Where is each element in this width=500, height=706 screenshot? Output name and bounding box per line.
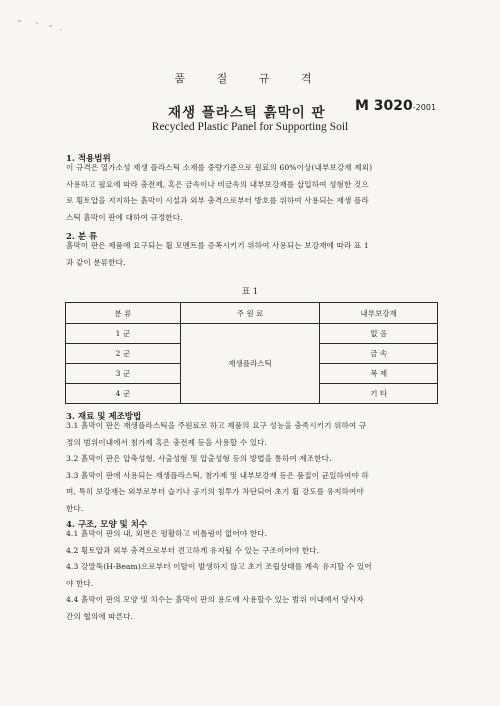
body-line: 간의 협의에 따른다. [66, 611, 134, 621]
body-line: 사용하고 필요에 따라 충전제, 혹은 금속이나 비금속의 내부보강재를 삽입하여 성형한 것으 [66, 179, 369, 189]
section-body [66, 418, 369, 517]
body-line: 이 규격은 열가소성 재생 플라스틱 소재를 중량기준으로 원료의 60%이상(내부보강재 제외) [66, 163, 373, 172]
reinforcement-cell: 복 제 [320, 364, 438, 384]
section-heading: 4. 구조, 모양 및 치수 [66, 520, 148, 530]
section-body [66, 160, 372, 226]
body-line: 정의 범위이내에서 첨가제 혹은 충전제 등을 사용할 수 있다. [66, 437, 268, 447]
standard-code [355, 98, 436, 114]
reinforcement-cell: 없 음 [320, 324, 438, 344]
reinforcement-cell: 기 타 [320, 384, 438, 404]
grade-cell: 1 군 [66, 324, 181, 344]
section-body [66, 526, 372, 625]
body-line: 4.4 흙막이 판의 모양 및 치수는 흙막이 판의 용도에 사용할수 있는 범위 이내에서 당사자 [66, 595, 364, 604]
document-type-label: 품 질 규 격 [174, 72, 326, 85]
body-line: 며, 특히 보강재는 외부로부터 습기나 공기의 침투가 차단되어 초기 휨 강도를 유지하여야 [66, 487, 364, 496]
table-header-row [66, 303, 438, 324]
column-header: 분 류 [66, 303, 181, 324]
body-line: 3.1 흙막이 판은 재생플라스틱을 주원료로 하고 제품의 요구 성능을 충족시키기 위하여 규 [66, 421, 367, 430]
material-cell: 재생플라스틱 [180, 324, 319, 404]
classification-table [65, 302, 438, 404]
grade-cell: 2 군 [66, 344, 181, 364]
english-title: Recycled Plastic Panel for Supporting Soil [151, 121, 349, 133]
table-row [66, 324, 438, 344]
section-heading: 1. 적용범위 [66, 154, 111, 164]
grade-cell: 4 군 [66, 384, 181, 404]
body-line: 4.3 강말뚝(H-Beam)으로부터 이탈이 발생하지 않고 초기 조립상태를 계속 유지할 수 있어 [66, 562, 372, 571]
standard-year: -2001 [412, 103, 437, 112]
section-body [66, 238, 369, 271]
section-heading: 3. 재료 및 제조방법 [66, 412, 142, 422]
body-line: 3.3 흙막이 판에 사용되는 재생플라스틱, 첨가제 및 내부보강재 등은 품질이 균일하여야 하 [66, 470, 369, 480]
body-line: 4.2 횡토압과 외부 충격으로부터 견고하게 유지될 수 있는 구조이어야 한다. [66, 545, 320, 555]
body-line: 흙막이 판은 제품에 요구되는 휨 모멘트를 증폭시키기 위하여 사용되는 보강재에 따라 표 1 [66, 241, 369, 250]
document-title: 재생 플라스틱 흙막이 판 [168, 105, 326, 121]
body-line: 로 횡토압을 지지하는 흙막이 시설과 외부 충격으로부터 방호를 위하여 사용되는 재생 플라 [66, 196, 369, 205]
column-header: 내부보강재 [320, 303, 438, 324]
reinforcement-cell: 금 속 [320, 344, 438, 364]
scan-speck [60, 29, 62, 30]
scan-speck [36, 22, 38, 24]
body-line: 과 같이 분류한다. [66, 257, 126, 267]
body-line: 야 한다. [66, 578, 94, 588]
scan-speck [49, 25, 52, 27]
grade-cell: 3 군 [66, 364, 181, 384]
column-header: 주 원 료 [180, 303, 319, 324]
body-line: 스틱 흙막이 판에 대하여 규정한다. [66, 212, 183, 222]
scan-speck [18, 20, 21, 22]
section-heading: 2. 분 류 [66, 232, 98, 242]
body-line: 3.2 흙막이 판은 압축성형, 사출성형 및 압출성형 등의 방법을 통하여 제조한다. [66, 454, 332, 463]
standard-number: M 3020 [355, 98, 413, 114]
table-caption: 표 1 [241, 287, 259, 297]
body-line: 4.1 흙막이 판의 내, 외면은 평활하고 비틀림이 없어야 한다. [66, 529, 268, 538]
body-line: 한다. [66, 503, 84, 513]
